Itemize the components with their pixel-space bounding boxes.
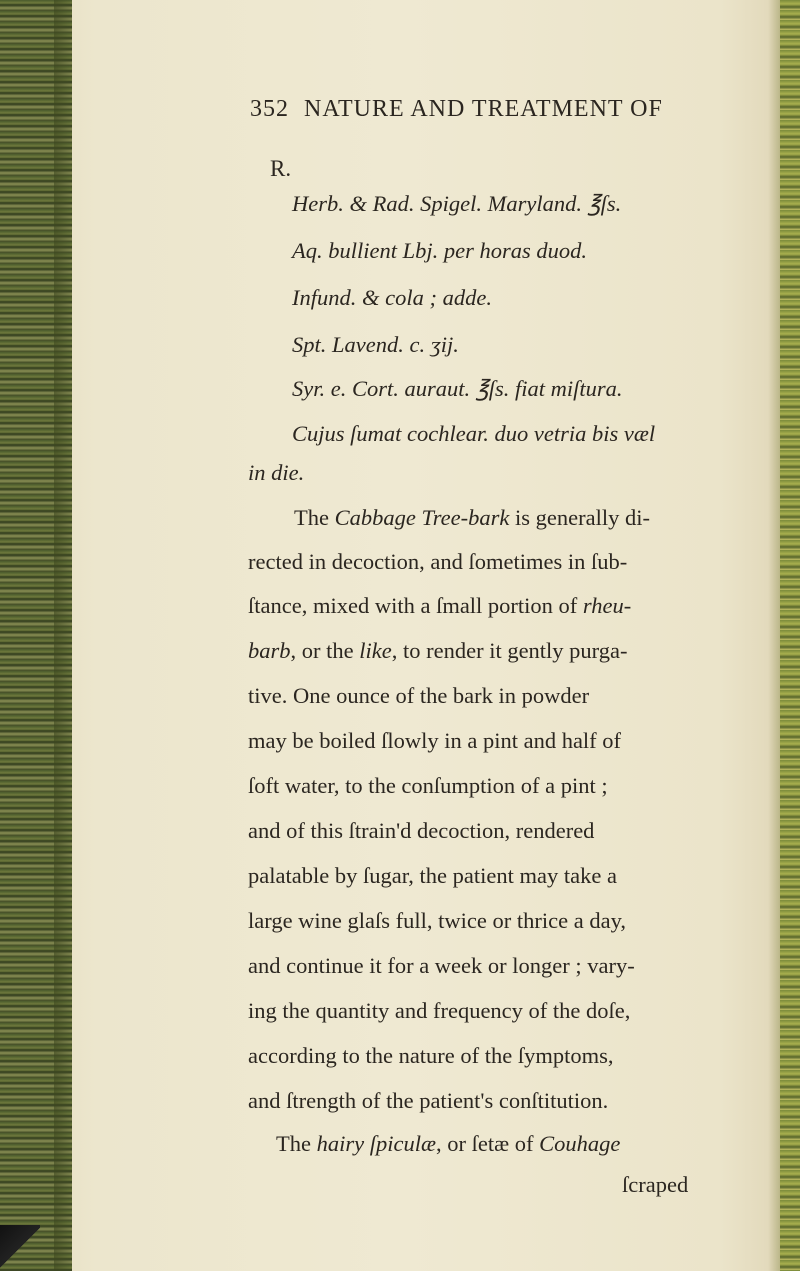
recipe-line: Herb. & Rad. Spigel. Maryland. ℥ſs.	[292, 191, 622, 216]
paragraph-line: and ſtrength of the patient's conſtitution.	[248, 1088, 609, 1113]
recipe-line: Aq. bullient Lbj. per horas duod.	[292, 238, 588, 263]
running-header	[250, 96, 710, 132]
italic-term: Cabbage Tree-bark	[334, 505, 510, 530]
italic-term: like	[359, 638, 392, 663]
italic-term: rheu-	[582, 593, 632, 618]
text-run: is generally di-	[509, 505, 650, 530]
italic-term: Couhage	[539, 1131, 621, 1156]
book-edge-right	[780, 0, 800, 1271]
recipe-line: Syr. e. Cort. auraut. ℥ſs. fiat miſtura.	[292, 376, 623, 401]
italic-term: barb	[248, 638, 291, 663]
text-run: , or ſetæ of	[435, 1131, 540, 1156]
paragraph-line: according to the nature of the ſymptoms,	[248, 1043, 614, 1068]
recipe-heading: R.	[270, 156, 292, 181]
paragraph-line: and continue it for a week or longer ; vary-	[248, 953, 635, 978]
recipe-line: Infund. & cola ; adde.	[292, 285, 492, 310]
paragraph-line	[294, 503, 650, 533]
italic-term: hairy ſpiculæ	[316, 1131, 436, 1156]
recipe-line: Spt. Lavend. c. ʒij.	[292, 332, 459, 357]
text-run: The	[276, 1131, 317, 1156]
paragraph-line: and of this ſtrain'd decoction, rendered	[248, 818, 595, 843]
paragraph-line: rected in decoction, and ſometimes in ſub-	[248, 549, 628, 574]
recipe-line: Cujus ſumat cochlear. duo vetria bis væl	[292, 421, 656, 446]
paragraph-line: may be boiled ſlowly in a pint and half of	[248, 728, 622, 753]
paragraph-line: ſoft water, to the conſumption of a pint ;	[248, 773, 608, 798]
book-edge-left	[0, 0, 72, 1271]
recipe-line: in die.	[248, 460, 305, 485]
running-title: NATURE AND TREATMENT OF	[304, 96, 663, 122]
text-run: ſtance, mixed with a ſmall portion of	[248, 593, 583, 618]
paragraph-line: palatable by ſugar, the patient may take a	[248, 863, 617, 888]
paragraph-line: tive. One ounce of the bark in powder	[248, 683, 590, 708]
paragraph-line	[248, 636, 628, 666]
text-run: , to render it gently purga-	[391, 638, 628, 663]
paragraph-line: ing the quantity and frequency of the doſe,	[248, 998, 631, 1023]
paragraph-line	[276, 1129, 620, 1159]
paragraph-line	[248, 591, 631, 621]
binding-shadow	[0, 1225, 40, 1271]
text-run: The	[294, 505, 335, 530]
text-run: , or the	[290, 638, 360, 663]
paragraph-line: large wine glaſs full, twice or thrice a day,	[248, 908, 626, 933]
catchword: ſcraped	[622, 1172, 689, 1197]
page-number: 352	[250, 96, 289, 122]
